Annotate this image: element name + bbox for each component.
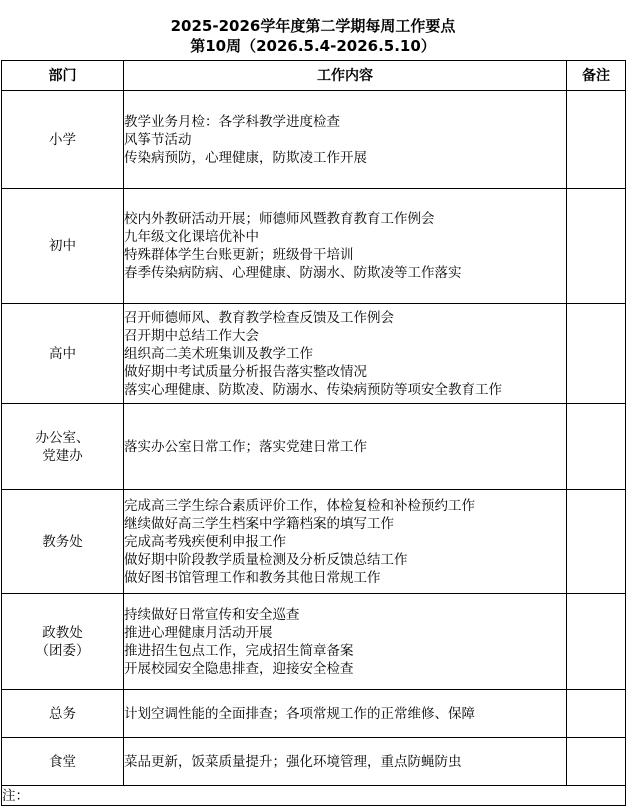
dept-name: 办公室、 [35,429,90,446]
weekly-plan-table [1,60,626,806]
dept-name: 党建办 [42,447,83,464]
header-remark: 备注 [567,61,626,91]
work-item: 开展校园安全隐患排查，迎接安全检查 [124,660,354,677]
work-item: 风筝节活动 [124,131,192,148]
dept-cell [2,738,124,786]
work-item: 召开期中总结工作大会 [124,327,259,344]
dept-cell [2,594,124,690]
work-item: 做好图书馆管理工作和教务其他日常规工作 [124,569,381,586]
remark-cell[interactable] [567,189,626,304]
table-row [2,91,626,189]
remark-cell[interactable] [567,404,626,490]
work-item: 组织高二美术班集训及教学工作 [124,345,313,362]
work-item: 持续做好日常宣传和安全巡查 [124,606,300,623]
table-row [2,690,626,738]
work-content-cell [124,490,567,594]
note-label: 注： [2,786,626,806]
remark-cell[interactable] [567,304,626,404]
work-item: 九年级文化课培优补中 [124,229,259,245]
work-item: 校内外教研活动开展；师德师风暨教育教育工作例会 [124,211,435,227]
dept-cell [2,189,124,304]
work-content-cell [124,189,567,304]
work-item: 完成高考残疾便利申报工作 [124,533,286,550]
note-row [2,786,626,806]
dept-name: （团委） [35,642,90,659]
remark-cell[interactable] [567,690,626,738]
dept-name: 总务 [49,705,76,722]
work-item: 落实办公室日常工作；落实党建日常工作 [124,438,367,455]
work-item: 传染病预防，心理健康，防欺凌工作开展 [124,149,367,166]
dept-name: 政教处 [42,624,83,641]
remark-cell[interactable] [567,490,626,594]
dept-cell [2,404,124,490]
work-content-cell [124,738,567,786]
work-content-cell [124,91,567,189]
work-item: 召开师德师风、教育教学检查反馈及工作例会 [124,309,394,326]
dept-name: 初中 [49,238,76,254]
dept-cell [2,91,124,189]
remark-cell[interactable] [567,738,626,786]
work-item: 教学业务月检：各学科教学进度检查 [124,113,340,130]
header-row [2,61,626,91]
work-item: 计划空调性能的全面排查；各项常规工作的正常维修、保障 [124,705,475,722]
table-row [2,594,626,690]
table-row [2,490,626,594]
work-content-cell [124,690,567,738]
remark-cell[interactable] [567,594,626,690]
dept-cell [2,490,124,594]
dept-name: 食堂 [49,753,76,770]
table-row [2,738,626,786]
work-item: 推进招生包点工作，完成招生简章备案 [124,642,354,659]
work-item: 落实心理健康、防欺凌、防溺水、传染病预防等项安全教育工作 [124,381,502,398]
work-content-cell [124,304,567,404]
header-dept: 部门 [2,61,124,91]
dept-name: 教务处 [42,533,83,550]
work-item: 做好期中阶段教学质量检测及分析反馈总结工作 [124,551,408,568]
work-content-cell [124,404,567,490]
dept-cell [2,690,124,738]
work-item: 菜品更新，饭菜质量提升；强化环境管理，重点防蝇防虫 [124,753,462,770]
work-item: 推进心理健康月活动开展 [124,624,273,641]
work-item: 完成高三学生综合素质评价工作，体检复检和补检预约工作 [124,497,475,514]
work-item: 做好期中考试质量分析报告落实整改情况 [124,363,367,380]
work-item: 特殊群体学生台账更新；班级骨干培训 [124,247,354,263]
remark-cell[interactable] [567,91,626,189]
dept-name: 小学 [49,131,76,148]
table-row [2,304,626,404]
work-content-cell [124,594,567,690]
work-item: 继续做好高三学生档案中学籍档案的填写工作 [124,515,394,532]
dept-cell [2,304,124,404]
header-content: 工作内容 [124,61,567,91]
dept-name: 高中 [49,345,76,362]
document-title: 2025-2026学年度第二学期每周工作要点 [170,17,456,35]
table-row [2,404,626,490]
table-row [2,189,626,304]
work-item: 春季传染病防病、心理健康、防溺水、防欺凌等工作落实 [124,265,462,281]
document-subtitle: 第10周（2026.5.4-2026.5.10） [190,37,436,55]
